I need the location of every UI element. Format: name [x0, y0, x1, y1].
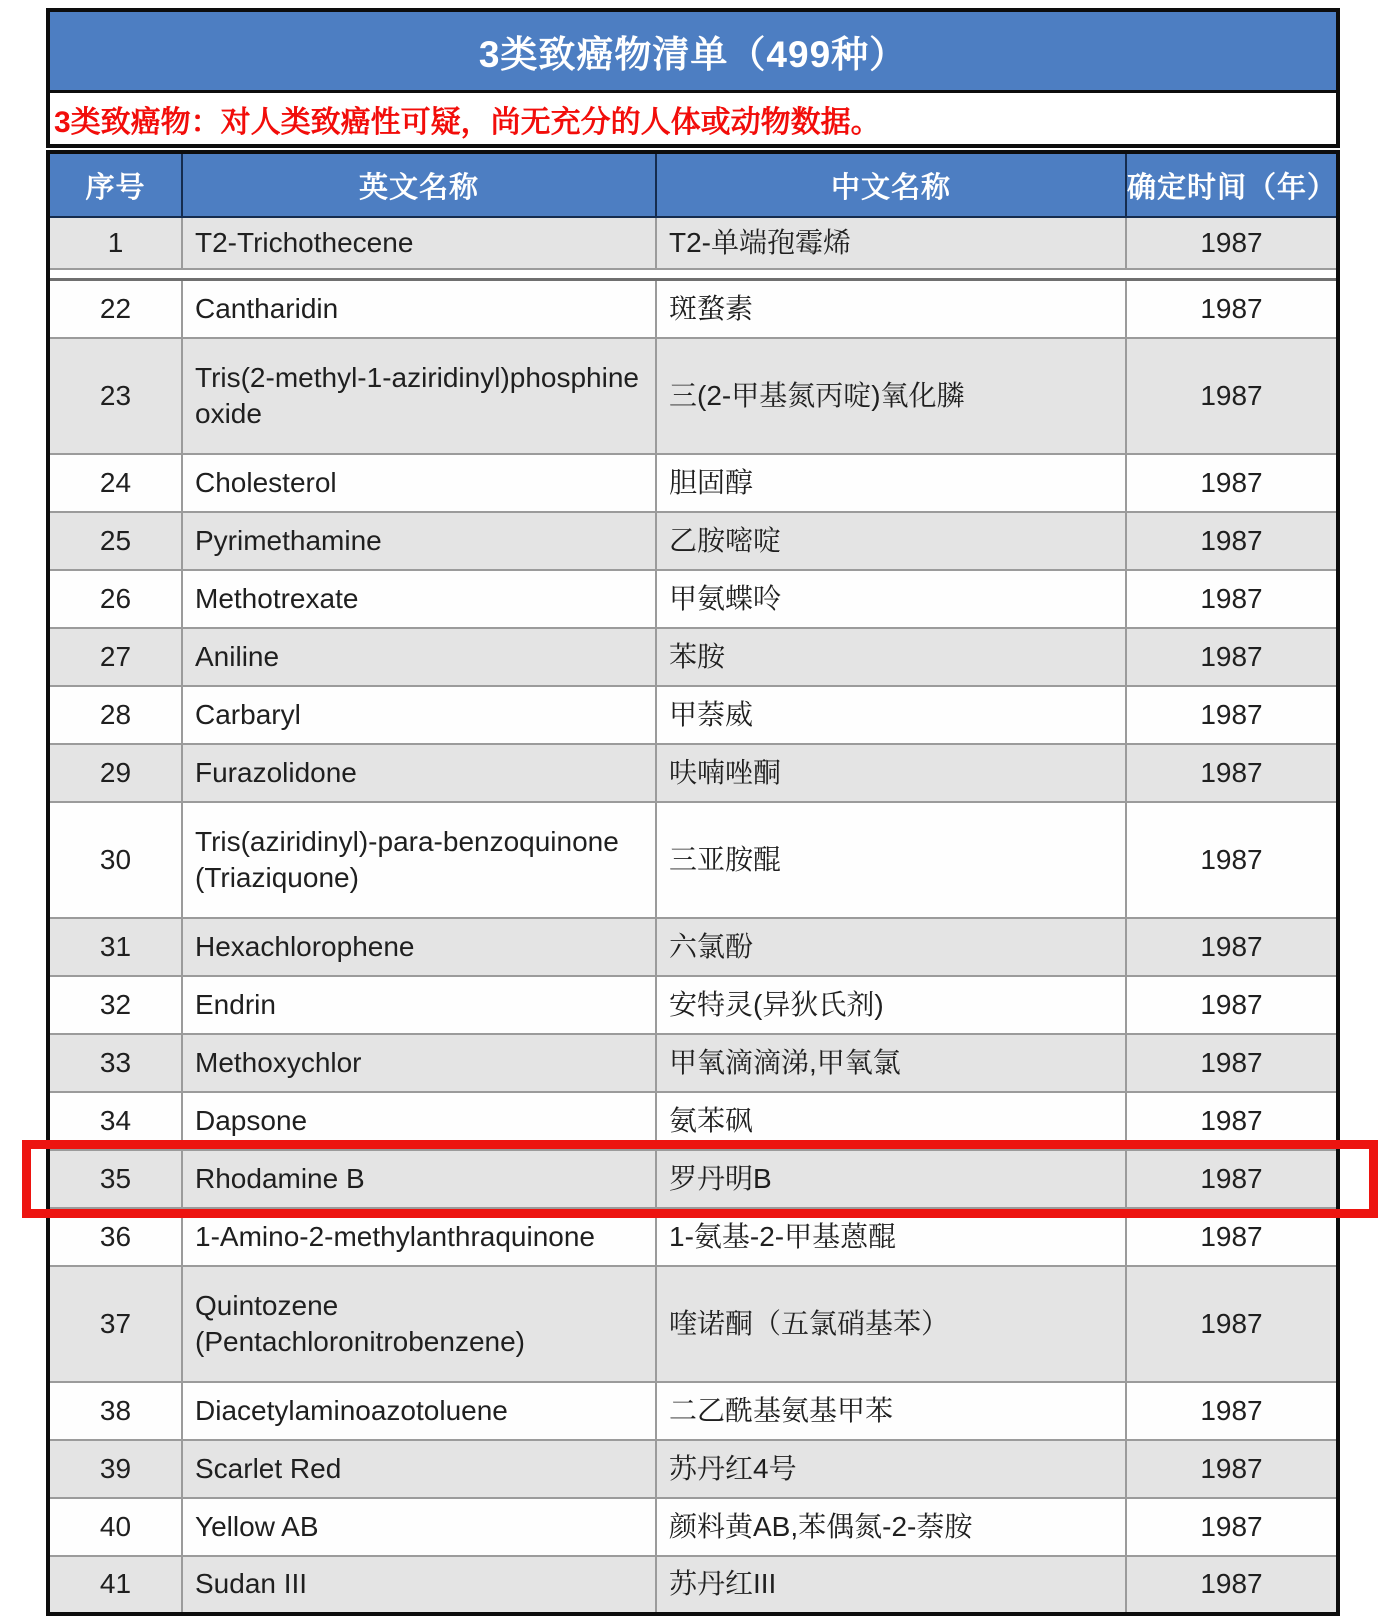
english-name-cell: Scarlet Red	[182, 1440, 656, 1498]
carcinogen-table	[46, 150, 1340, 1616]
english-name-cell: Rhodamine B	[182, 1150, 656, 1208]
year-cell: 1987	[1126, 1556, 1338, 1614]
year-cell: 1987	[1126, 686, 1338, 744]
chinese-name-cell: 1-氨基-2-甲基蒽醌	[656, 1208, 1126, 1266]
table-row	[48, 628, 1338, 686]
row-number-cell: 22	[48, 280, 182, 338]
english-name-cell: Furazolidone	[182, 744, 656, 802]
chinese-name-cell: 三(2-甲基氮丙啶)氧化膦	[656, 338, 1126, 454]
table-row	[48, 1556, 1338, 1614]
chinese-name-cell: 苯胺	[656, 628, 1126, 686]
table-row	[48, 338, 1338, 454]
year-cell: 1987	[1126, 454, 1338, 512]
year-cell: 1987	[1126, 744, 1338, 802]
year-cell: 1987	[1126, 1034, 1338, 1092]
row-number-cell: 39	[48, 1440, 182, 1498]
english-name-cell: Diacetylaminoazotoluene	[182, 1382, 656, 1440]
chinese-name-cell: 呋喃唑酮	[656, 744, 1126, 802]
stitch-gap	[48, 269, 1338, 280]
table-row	[48, 280, 1338, 338]
year-cell: 1987	[1126, 217, 1338, 269]
table-row	[48, 744, 1338, 802]
english-name-cell: Sudan III	[182, 1556, 656, 1614]
carcinogen-class-note: 3类致癌物：对人类致癌性可疑，尚无充分的人体或动物数据。	[50, 93, 1336, 144]
year-cell: 1987	[1126, 628, 1338, 686]
chinese-name-cell: 六氯酚	[656, 918, 1126, 976]
page-title: 3类致癌物清单（499种）	[50, 12, 1336, 93]
table-header	[48, 152, 1338, 217]
row-number-cell: 33	[48, 1034, 182, 1092]
english-name-cell: Pyrimethamine	[182, 512, 656, 570]
chinese-name-cell: T2-单端孢霉烯	[656, 217, 1126, 269]
row-number-cell: 27	[48, 628, 182, 686]
english-name-cell: Endrin	[182, 976, 656, 1034]
english-name-cell: T2-Trichothecene	[182, 217, 656, 269]
table-row	[48, 1266, 1338, 1382]
chinese-name-cell: 喹诺酮（五氯硝基苯）	[656, 1266, 1126, 1382]
row-number-cell: 1	[48, 217, 182, 269]
year-cell: 1987	[1126, 1498, 1338, 1556]
row-number-cell: 38	[48, 1382, 182, 1440]
chinese-name-cell: 苏丹红III	[656, 1556, 1126, 1614]
chinese-name-cell: 三亚胺醌	[656, 802, 1126, 918]
row-number-cell: 26	[48, 570, 182, 628]
table-row	[48, 686, 1338, 744]
chinese-name-cell: 氨苯砜	[656, 1092, 1126, 1150]
row-number-cell: 32	[48, 976, 182, 1034]
english-name-cell: Quintozene (Pentachloronitrobenzene)	[182, 1266, 656, 1382]
year-cell: 1987	[1126, 512, 1338, 570]
table-row	[48, 802, 1338, 918]
chinese-name-cell: 苏丹红4号	[656, 1440, 1126, 1498]
english-name-cell: Cantharidin	[182, 280, 656, 338]
chinese-name-cell: 安特灵(异狄氏剂)	[656, 976, 1126, 1034]
english-name-cell: Cholesterol	[182, 454, 656, 512]
year-cell: 1987	[1126, 1440, 1338, 1498]
english-name-cell: 1-Amino-2-methylanthraquinone	[182, 1208, 656, 1266]
row-number-cell: 30	[48, 802, 182, 918]
english-name-cell: Tris(aziridinyl)-para-benzoquinone (Triaziquone)	[182, 802, 656, 918]
table-row	[48, 217, 1338, 269]
table-row	[48, 918, 1338, 976]
table-row	[48, 512, 1338, 570]
row-number-cell: 34	[48, 1092, 182, 1150]
table-row	[48, 1034, 1338, 1092]
row-number-cell: 28	[48, 686, 182, 744]
year-cell: 1987	[1126, 1266, 1338, 1382]
table-row	[48, 570, 1338, 628]
chinese-name-cell: 甲氨蝶呤	[656, 570, 1126, 628]
header-row	[48, 152, 1338, 217]
table-row	[48, 1382, 1338, 1440]
english-name-cell: Aniline	[182, 628, 656, 686]
english-name-cell: Yellow AB	[182, 1498, 656, 1556]
year-cell: 1987	[1126, 570, 1338, 628]
table-row	[48, 1208, 1338, 1266]
chinese-name-cell: 颜料黄AB,苯偶氮-2-萘胺	[656, 1498, 1126, 1556]
column-header-year: 确定时间（年）	[1126, 152, 1338, 217]
row-number-cell: 31	[48, 918, 182, 976]
year-cell: 1987	[1126, 338, 1338, 454]
table-body	[48, 217, 1338, 1614]
year-cell: 1987	[1126, 1382, 1338, 1440]
year-cell: 1987	[1126, 1150, 1338, 1208]
year-cell: 1987	[1126, 1208, 1338, 1266]
chinese-name-cell: 斑蝥素	[656, 280, 1126, 338]
english-name-cell: Carbaryl	[182, 686, 656, 744]
row-number-cell: 36	[48, 1208, 182, 1266]
year-cell: 1987	[1126, 918, 1338, 976]
year-cell: 1987	[1126, 1092, 1338, 1150]
chinese-name-cell: 二乙酰基氨基甲苯	[656, 1382, 1126, 1440]
english-name-cell: Tris(2-methyl-1-aziridinyl)phosphine oxide	[182, 338, 656, 454]
year-cell: 1987	[1126, 976, 1338, 1034]
row-number-cell: 41	[48, 1556, 182, 1614]
english-name-cell: Dapsone	[182, 1092, 656, 1150]
stitch-gap-cell	[48, 269, 1338, 280]
row-number-cell: 37	[48, 1266, 182, 1382]
table-row	[48, 1092, 1338, 1150]
chinese-name-cell: 罗丹明B	[656, 1150, 1126, 1208]
title-box	[46, 8, 1340, 148]
table-row	[48, 454, 1338, 512]
table-row	[48, 1498, 1338, 1556]
row-number-cell: 23	[48, 338, 182, 454]
english-name-cell: Methoxychlor	[182, 1034, 656, 1092]
chinese-name-cell: 甲氧滴滴涕,甲氧氯	[656, 1034, 1126, 1092]
year-cell: 1987	[1126, 802, 1338, 918]
row-number-cell: 25	[48, 512, 182, 570]
chinese-name-cell: 胆固醇	[656, 454, 1126, 512]
year-cell: 1987	[1126, 280, 1338, 338]
chinese-name-cell: 甲萘威	[656, 686, 1126, 744]
table-row	[48, 1440, 1338, 1498]
english-name-cell: Methotrexate	[182, 570, 656, 628]
chinese-name-cell: 乙胺嘧啶	[656, 512, 1126, 570]
column-header-chinese: 中文名称	[656, 152, 1126, 217]
english-name-cell: Hexachlorophene	[182, 918, 656, 976]
table-row	[48, 1150, 1338, 1208]
row-number-cell: 40	[48, 1498, 182, 1556]
column-header-index: 序号	[48, 152, 182, 217]
row-number-cell: 24	[48, 454, 182, 512]
table-row	[48, 976, 1338, 1034]
row-number-cell: 35	[48, 1150, 182, 1208]
column-header-english: 英文名称	[182, 152, 656, 217]
row-number-cell: 29	[48, 744, 182, 802]
